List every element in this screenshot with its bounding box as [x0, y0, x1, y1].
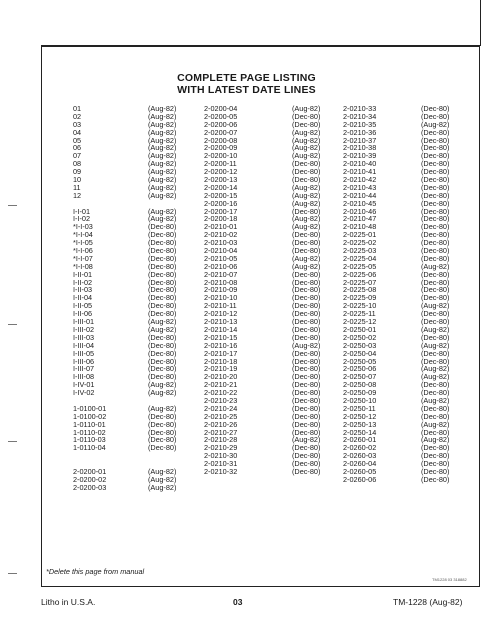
page-code: I-III-03	[73, 332, 95, 342]
date-line: (Aug-82)	[292, 214, 321, 224]
page-code: 2-0200-15	[204, 190, 238, 200]
page-code: 2-0225-01	[343, 230, 377, 240]
date-line: (Dec-80)	[292, 388, 321, 398]
page-code: 2-0210-31	[204, 459, 238, 469]
page-code: 2-0200-16	[204, 198, 238, 208]
date-line: (Aug-82)	[292, 143, 321, 153]
page-code: I-III-02	[73, 324, 95, 334]
page-code: 2-0210-39	[343, 151, 377, 161]
page-code: I-IV-02	[73, 388, 95, 398]
page-code: I-I-01	[73, 206, 91, 216]
date-line: (Dec-80)	[421, 466, 450, 476]
date-line: (Dec-80)	[148, 285, 177, 295]
page-code: 2-0200-04	[204, 104, 238, 113]
page-code: 2-0250-10	[343, 395, 377, 405]
date-line: (Dec-80)	[421, 317, 450, 327]
date-line: (Dec-80)	[148, 301, 177, 311]
date-line: (Dec-80)	[292, 364, 321, 374]
page-code: 06	[73, 143, 82, 153]
page-code: 2-0250-05	[343, 356, 377, 366]
page-code: 2-0210-11	[204, 301, 237, 311]
page-code: 2-0250-14	[343, 427, 377, 437]
date-line: (Dec-80)	[292, 443, 321, 453]
page-code: 2-0250-09	[343, 388, 377, 398]
page-code: 1-0100-02	[73, 411, 107, 421]
date-line: (Dec-80)	[421, 127, 450, 137]
page-code: 2-0260-03	[343, 451, 377, 461]
scan-mark	[8, 441, 17, 442]
date-line: (Dec-80)	[421, 403, 450, 413]
page-code: 2-0210-32	[204, 466, 238, 476]
page-code: 2-0200-03	[73, 482, 107, 492]
page-code: 2-0210-44	[343, 190, 377, 200]
page-code: 1-0110-04	[73, 443, 106, 453]
date-line: (Dec-80)	[148, 427, 177, 437]
date-line: (Dec-80)	[148, 419, 177, 429]
page-code: 2-0200-13	[204, 175, 238, 185]
page-code: 2-0200-07	[204, 127, 238, 137]
page-code: 2-0200-11	[204, 159, 237, 169]
page-code: 2-0210-20	[204, 372, 238, 382]
date-line: (Dec-80)	[148, 435, 177, 445]
date-line: (Aug-82)	[421, 364, 450, 374]
page-code: 2-0210-25	[204, 411, 238, 421]
date-line: (Aug-82)	[292, 104, 321, 113]
page-code: I-II-04	[73, 293, 93, 303]
date-line: (Dec-80)	[292, 403, 321, 413]
page-code: 2-0210-03	[204, 238, 238, 248]
page-code: 12	[73, 190, 82, 200]
date-line: (Dec-80)	[421, 411, 450, 421]
page-code: 04	[73, 127, 82, 137]
date-line: (Dec-80)	[148, 372, 177, 382]
page-code: 2-0210-24	[204, 403, 238, 413]
date-line: (Aug-82)	[421, 372, 450, 382]
date-line: (Dec-80)	[292, 238, 321, 248]
page-code: 2-0225-11	[343, 309, 376, 319]
page-code: *I-I-07	[73, 253, 93, 263]
date-line: (Aug-82)	[148, 182, 177, 192]
page-code: *I-I-04	[73, 230, 93, 240]
page-code: 10	[73, 175, 82, 185]
date-line: (Dec-80)	[292, 206, 321, 216]
page-code: 08	[73, 159, 82, 169]
date-line: (Dec-80)	[292, 269, 321, 279]
date-line: (Aug-82)	[148, 324, 177, 334]
date-line: (Dec-80)	[292, 277, 321, 287]
page-code: 2-0260-06	[343, 474, 377, 484]
page-code: 11	[73, 182, 81, 192]
date-line: (Dec-80)	[421, 309, 450, 319]
date-line: (Dec-80)	[421, 159, 450, 169]
date-line: (Dec-80)	[421, 111, 450, 121]
date-line: (Aug-82)	[292, 435, 321, 445]
date-line: (Aug-82)	[421, 261, 450, 271]
page-code: 2-0260-01	[343, 435, 377, 445]
date-line: (Dec-80)	[292, 119, 321, 129]
page-title: COMPLETE PAGE LISTING	[177, 72, 316, 84]
page-code: 2-0250-13	[343, 419, 377, 429]
date-line: (Dec-80)	[421, 427, 450, 437]
page-code: 2-0250-08	[343, 380, 377, 390]
page-code: 2-0210-45	[343, 198, 377, 208]
page-code: 2-0210-23	[204, 395, 238, 405]
date-line: (Dec-80)	[421, 253, 450, 263]
date-line: (Dec-80)	[292, 230, 321, 240]
date-line: (Aug-82)	[148, 104, 177, 113]
date-line: (Dec-80)	[421, 167, 450, 177]
page-code: 2-0225-08	[343, 285, 377, 295]
date-line: (Aug-82)	[148, 127, 177, 137]
page-code: 2-0200-10	[204, 151, 238, 161]
page-code: 2-0210-29	[204, 443, 238, 453]
page-code: 09	[73, 167, 82, 177]
page-code: 2-0210-40	[343, 159, 377, 169]
page-code: I-II-01	[73, 269, 93, 279]
page-code: 2-0210-19	[204, 364, 238, 374]
date-line: (Dec-80)	[292, 466, 321, 476]
date-line: (Dec-80)	[292, 159, 321, 169]
page-code: 07	[73, 151, 82, 161]
page-code: 2-0225-06	[343, 269, 377, 279]
page-code: I-III-01	[73, 317, 95, 327]
date-line: (Dec-80)	[292, 317, 321, 327]
page-code: 2-0210-28	[204, 435, 238, 445]
page-code: 2-0200-01	[73, 466, 107, 476]
page-code: 2-0250-12	[343, 411, 377, 421]
page-code: I-II-05	[73, 301, 93, 311]
date-line: (Dec-80)	[148, 356, 177, 366]
page-code: I-III-04	[73, 340, 95, 350]
page-code: 1-0110-02	[73, 427, 106, 437]
date-line: (Aug-82)	[148, 190, 177, 200]
page-code: 2-0260-05	[343, 466, 377, 476]
date-line: (Dec-80)	[421, 190, 450, 200]
date-line: (Aug-82)	[148, 214, 177, 224]
page-code: 05	[73, 135, 82, 145]
date-line: (Dec-80)	[421, 182, 450, 192]
page-code: 2-0210-15	[204, 332, 238, 342]
date-line: (Dec-80)	[292, 246, 321, 256]
date-line: (Dec-80)	[148, 277, 177, 287]
page-code: 2-0200-08	[204, 135, 238, 145]
page-code: 2-0210-27	[204, 427, 238, 437]
date-line: (Dec-80)	[292, 348, 321, 358]
page-code: 2-0210-02	[204, 230, 238, 240]
page-code: I-III-07	[73, 364, 95, 374]
date-line: (Dec-80)	[421, 151, 450, 161]
date-line: (Aug-82)	[292, 340, 321, 350]
date-line: (Dec-80)	[292, 356, 321, 366]
date-line: (Aug-82)	[148, 167, 177, 177]
date-line: (Dec-80)	[148, 364, 177, 374]
date-line: (Dec-80)	[148, 269, 177, 279]
date-line: (Dec-80)	[148, 246, 177, 256]
scan-mark	[8, 205, 17, 206]
page-code: 2-0250-11	[343, 403, 376, 413]
date-line: (Dec-80)	[421, 269, 450, 279]
page-code: 2-0210-17	[204, 348, 238, 358]
date-line: (Dec-80)	[292, 111, 321, 121]
scan-mark	[8, 573, 17, 574]
page-code: 2-0260-02	[343, 443, 377, 453]
date-line: (Aug-82)	[421, 324, 450, 334]
page-code: 2-0210-38	[343, 143, 377, 153]
date-line: (Aug-82)	[148, 403, 177, 413]
date-line: (Aug-82)	[148, 482, 177, 492]
date-line: (Dec-80)	[421, 356, 450, 366]
page-code: 2-0210-21	[204, 380, 238, 390]
page-code: 2-0210-16	[204, 340, 238, 350]
page-code: 2-0210-07	[204, 269, 238, 279]
footer-doc-id: TM-1228 (Aug-82)	[393, 597, 463, 607]
page-code: 2-0210-37	[343, 135, 377, 145]
page-code: 2-0225-12	[343, 317, 377, 327]
page-code: 2-0210-41	[343, 167, 377, 177]
date-line: (Dec-80)	[292, 451, 321, 461]
date-line: (Aug-82)	[421, 395, 450, 405]
page-code: 01	[73, 104, 82, 113]
date-line: (Dec-80)	[421, 380, 450, 390]
date-line: (Aug-82)	[292, 182, 321, 192]
page-code: 2-0210-13	[204, 317, 238, 327]
page-code: 2-0210-05	[204, 253, 238, 263]
date-line: (Aug-82)	[148, 151, 177, 161]
date-line: (Aug-82)	[292, 190, 321, 200]
page-code: *I-I-03	[73, 222, 93, 232]
page-code: 1-0110-01	[73, 419, 106, 429]
date-line: (Dec-80)	[421, 238, 450, 248]
date-line: (Dec-80)	[421, 459, 450, 469]
page-code: *I-I-05	[73, 238, 93, 248]
page-code: 2-0200-12	[204, 167, 238, 177]
page-code: 2-0200-09	[204, 143, 238, 153]
page-code: 2-0210-36	[343, 127, 377, 137]
page-code: 2-0210-22	[204, 388, 238, 398]
page-code: 2-0210-14	[204, 324, 238, 334]
date-line: (Dec-80)	[148, 411, 177, 421]
date-line: (Aug-82)	[292, 151, 321, 161]
margin-rule	[480, 0, 481, 46]
page-code: *I-I-08	[73, 261, 93, 271]
page-code: 2-0210-47	[343, 214, 377, 224]
date-line: (Dec-80)	[292, 175, 321, 185]
page-code: 2-0210-18	[204, 356, 238, 366]
page-code: 2-0200-14	[204, 182, 238, 192]
date-line: (Aug-82)	[292, 261, 321, 271]
page-code: 1-0110-03	[73, 435, 106, 445]
date-line: (Dec-80)	[148, 293, 177, 303]
footer-litho: Litho in U.S.A.	[41, 597, 96, 607]
date-line: (Aug-82)	[148, 111, 177, 121]
page-code: 2-0225-05	[343, 261, 377, 271]
date-line: (Dec-80)	[292, 459, 321, 469]
date-line: (Aug-82)	[421, 435, 450, 445]
page-code: 2-0250-07	[343, 372, 377, 382]
date-line: (Dec-80)	[148, 230, 177, 240]
date-line: (Dec-80)	[421, 230, 450, 240]
date-line: (Aug-82)	[421, 301, 450, 311]
date-line: (Aug-82)	[421, 119, 450, 129]
page-code: 2-0210-08	[204, 277, 238, 287]
page-code: I-II-03	[73, 285, 93, 295]
page-code: 2-0225-03	[343, 246, 377, 256]
date-line: (Dec-80)	[292, 411, 321, 421]
date-line: (Dec-80)	[292, 332, 321, 342]
page-code: I-II-06	[73, 309, 93, 319]
date-line: (Aug-82)	[148, 143, 177, 153]
date-line: (Dec-80)	[421, 332, 450, 342]
date-line: (Aug-82)	[148, 317, 177, 327]
date-line: (Aug-82)	[148, 474, 177, 484]
date-line: (Dec-80)	[421, 285, 450, 295]
date-line: (Aug-82)	[292, 222, 321, 232]
page-code: 2-0210-01	[204, 222, 238, 232]
date-line: (Dec-80)	[292, 395, 321, 405]
page-code: 2-0210-43	[343, 182, 377, 192]
page-code: 2-0210-42	[343, 175, 377, 185]
date-line: (Dec-80)	[148, 340, 177, 350]
page-code: 2-0250-06	[343, 364, 377, 374]
page-code: 2-0210-35	[343, 119, 377, 129]
date-line: (Dec-80)	[148, 443, 177, 453]
page-code: I-IV-01	[73, 380, 95, 390]
page-frame	[41, 46, 480, 587]
date-line: (Dec-80)	[148, 253, 177, 263]
page-code: 2-0200-02	[73, 474, 107, 484]
page-code: 2-0200-06	[204, 119, 238, 129]
date-line: (Dec-80)	[421, 135, 450, 145]
page-code: 02	[73, 111, 82, 121]
date-line: (Aug-82)	[421, 419, 450, 429]
page-code: I-I-02	[73, 214, 91, 224]
page-code: 2-0210-10	[204, 293, 238, 303]
date-line: (Dec-80)	[148, 222, 177, 232]
page-code: I-III-08	[73, 372, 95, 382]
footnote: *Delete this page from manual	[46, 567, 145, 576]
date-line: (Aug-82)	[148, 135, 177, 145]
date-line: (Aug-82)	[292, 135, 321, 145]
date-line: (Aug-82)	[148, 388, 177, 398]
date-line: (Dec-80)	[421, 293, 450, 303]
date-line: (Dec-80)	[421, 175, 450, 185]
date-line: (Dec-80)	[292, 427, 321, 437]
date-line: (Dec-80)	[148, 261, 177, 271]
page-code: 1-0100-01	[73, 403, 107, 413]
page-code: I-II-02	[73, 277, 93, 287]
date-line: (Dec-80)	[292, 167, 321, 177]
footer-page-number: 03	[233, 597, 243, 607]
date-line: (Dec-80)	[421, 348, 450, 358]
page-code: 2-0210-30	[204, 451, 238, 461]
date-line: (Dec-80)	[148, 238, 177, 248]
page-code: 2-0250-03	[343, 340, 377, 350]
date-line: (Dec-80)	[292, 419, 321, 429]
date-line: (Dec-80)	[148, 332, 177, 342]
date-line: (Aug-82)	[148, 206, 177, 216]
page-subtitle: WITH LATEST DATE LINES	[177, 84, 316, 96]
page-code: 2-0210-09	[204, 285, 238, 295]
date-line: (Dec-80)	[292, 293, 321, 303]
date-line: (Dec-80)	[421, 388, 450, 398]
page-code: 2-0225-09	[343, 293, 377, 303]
page-code: 2-0225-04	[343, 253, 377, 263]
date-line: (Dec-80)	[421, 222, 450, 232]
date-line: (Dec-80)	[292, 301, 321, 311]
date-line: (Aug-82)	[148, 466, 177, 476]
page-code: 2-0210-26	[204, 419, 238, 429]
page-code: I-III-05	[73, 348, 95, 358]
page-code: 2-0225-02	[343, 238, 377, 248]
page-code: 03	[73, 119, 82, 129]
page-code: 2-0200-17	[204, 206, 238, 216]
page-code: 2-0250-01	[343, 324, 377, 334]
print-code: TM1228 03 318882	[432, 577, 467, 582]
page-code: 2-0210-34	[343, 111, 377, 121]
date-line: (Dec-80)	[421, 474, 450, 484]
date-line: (Dec-80)	[421, 214, 450, 224]
page-code: 2-0250-02	[343, 332, 377, 342]
date-line: (Dec-80)	[292, 309, 321, 319]
date-line: (Dec-80)	[421, 198, 450, 208]
date-line: (Dec-80)	[292, 380, 321, 390]
date-line: (Dec-80)	[292, 285, 321, 295]
date-line: (Dec-80)	[292, 324, 321, 334]
date-line: (Aug-82)	[292, 127, 321, 137]
page-code: 2-0210-06	[204, 261, 238, 271]
date-line: (Aug-82)	[292, 198, 321, 208]
scan-mark	[8, 324, 17, 325]
date-line: (Aug-82)	[148, 175, 177, 185]
page-code: *I-I-06	[73, 246, 93, 256]
date-line: (Dec-80)	[148, 348, 177, 358]
page-code: 2-0250-04	[343, 348, 377, 358]
page-code: 2-0225-10	[343, 301, 377, 311]
date-line: (Aug-82)	[148, 119, 177, 129]
date-line: (Dec-80)	[421, 277, 450, 287]
date-line: (Dec-80)	[421, 143, 450, 153]
page-code: 2-0260-04	[343, 459, 377, 469]
page-code: 2-0210-33	[343, 104, 377, 113]
page-code: 2-0210-46	[343, 206, 377, 216]
date-line: (Dec-80)	[292, 372, 321, 382]
date-line: (Dec-80)	[421, 246, 450, 256]
page-code: I-III-06	[73, 356, 95, 366]
date-line: (Dec-80)	[421, 443, 450, 453]
date-line: (Dec-80)	[421, 451, 450, 461]
page-code: 2-0210-04	[204, 246, 238, 256]
page-code: 2-0210-48	[343, 222, 377, 232]
date-line: (Aug-82)	[421, 340, 450, 350]
page-code: 2-0200-05	[204, 111, 238, 121]
page-code: 2-0210-12	[204, 309, 238, 319]
page-code: 2-0225-07	[343, 277, 377, 287]
date-line: (Dec-80)	[148, 309, 177, 319]
date-line: (Aug-82)	[292, 253, 321, 263]
date-line: (Dec-80)	[421, 206, 450, 216]
page-code: 2-0200-18	[204, 214, 238, 224]
date-line: (Dec-80)	[421, 104, 450, 113]
date-line: (Aug-82)	[148, 159, 177, 169]
date-line: (Aug-82)	[148, 380, 177, 390]
